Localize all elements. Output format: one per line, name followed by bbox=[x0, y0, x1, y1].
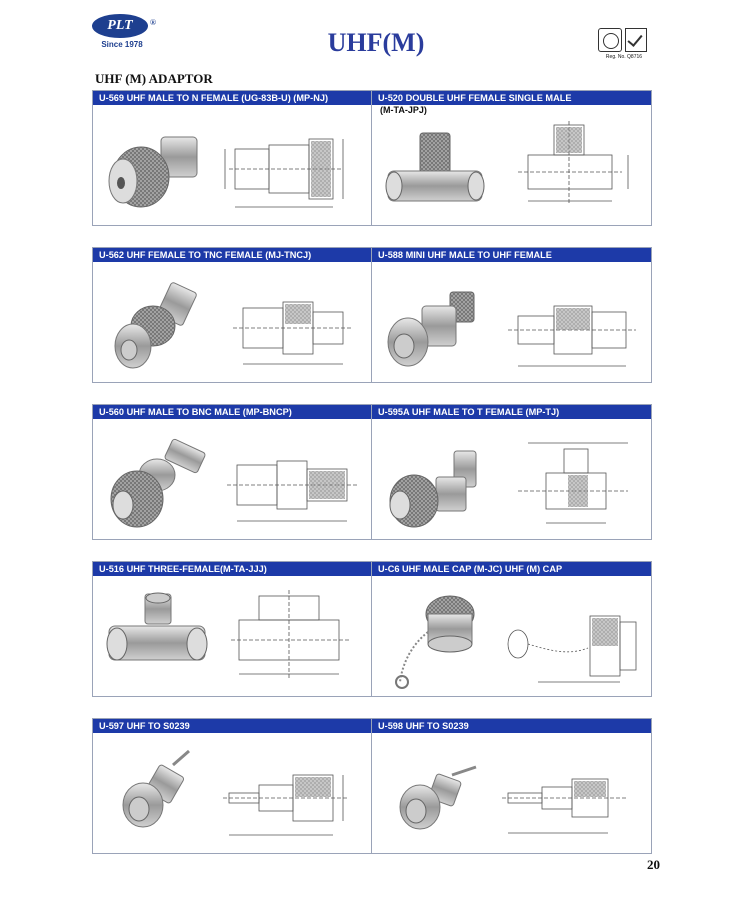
product-grid bbox=[92, 90, 652, 854]
technical-drawing bbox=[219, 743, 367, 849]
connector-photo bbox=[101, 429, 211, 535]
product-row bbox=[92, 247, 652, 383]
quality-check-icon bbox=[625, 28, 647, 52]
product-title: U-597 UHF TO S0239 bbox=[93, 719, 371, 733]
connector-photo bbox=[101, 115, 211, 221]
technical-drawing bbox=[498, 743, 646, 849]
product-subtitle: (M-TA-JPJ) bbox=[380, 105, 427, 115]
section-heading: UHF (M) ADAPTOR bbox=[95, 71, 213, 86]
product-card bbox=[372, 561, 652, 697]
product-title: U-569 UHF MALE TO N FEMALE (UG-83B-U) (MP-NJ) bbox=[93, 91, 371, 105]
connector-photo bbox=[101, 586, 211, 692]
product-title: U-516 UHF THREE-FEMALE(M-TA-JJJ) bbox=[93, 562, 371, 576]
technical-drawing bbox=[219, 429, 367, 535]
product-card bbox=[92, 404, 372, 540]
page-number: 20 bbox=[647, 857, 660, 872]
product-title: U-562 UHF FEMALE TO TNC FEMALE (MJ-TNCJ) bbox=[93, 248, 371, 262]
product-title: U-595A UHF MALE TO T FEMALE (MP-TJ) bbox=[372, 405, 651, 419]
product-title: U-560 UHF MALE TO BNC MALE (MP-BNCP) bbox=[93, 405, 371, 419]
product-title: U-C6 UHF MALE CAP (M-JC) UHF (M) CAP bbox=[372, 562, 651, 576]
registered-mark: ® bbox=[150, 18, 156, 27]
product-card bbox=[372, 718, 652, 854]
product-card bbox=[92, 561, 372, 697]
technical-drawing bbox=[219, 272, 367, 378]
technical-drawing bbox=[219, 586, 367, 692]
product-card bbox=[372, 404, 652, 540]
logo-since: Since 1978 bbox=[101, 40, 143, 49]
connector-photo bbox=[380, 586, 490, 692]
certification-marks bbox=[598, 28, 650, 60]
product-card bbox=[372, 90, 652, 226]
connector-photo bbox=[101, 743, 211, 849]
technical-drawing bbox=[219, 115, 367, 221]
product-title: U-588 MINI UHF MALE TO UHF FEMALE bbox=[372, 248, 651, 262]
connector-photo bbox=[380, 115, 490, 221]
technical-drawing bbox=[498, 115, 646, 221]
product-title: U-598 UHF TO S0239 bbox=[372, 719, 651, 733]
technical-drawing bbox=[498, 272, 646, 378]
product-card bbox=[372, 247, 652, 383]
connector-photo bbox=[101, 272, 211, 378]
technical-drawing bbox=[498, 586, 646, 692]
product-row bbox=[92, 718, 652, 854]
product-row bbox=[92, 90, 652, 226]
connector-photo bbox=[380, 272, 490, 378]
product-row bbox=[92, 404, 652, 540]
iso-seal-icon bbox=[598, 28, 622, 52]
product-card bbox=[92, 718, 372, 854]
product-row bbox=[92, 561, 652, 697]
technical-drawing bbox=[498, 429, 646, 535]
product-card bbox=[92, 90, 372, 226]
registration-number: Reg. No. Q8716 bbox=[605, 54, 643, 60]
connector-photo bbox=[380, 743, 490, 849]
logo-text: PLT bbox=[107, 18, 133, 33]
connector-photo bbox=[380, 429, 490, 535]
product-card bbox=[92, 247, 372, 383]
page-title: UHF(M) bbox=[327, 28, 425, 57]
product-title: U-520 DOUBLE UHF FEMALE SINGLE MALE bbox=[372, 91, 651, 105]
